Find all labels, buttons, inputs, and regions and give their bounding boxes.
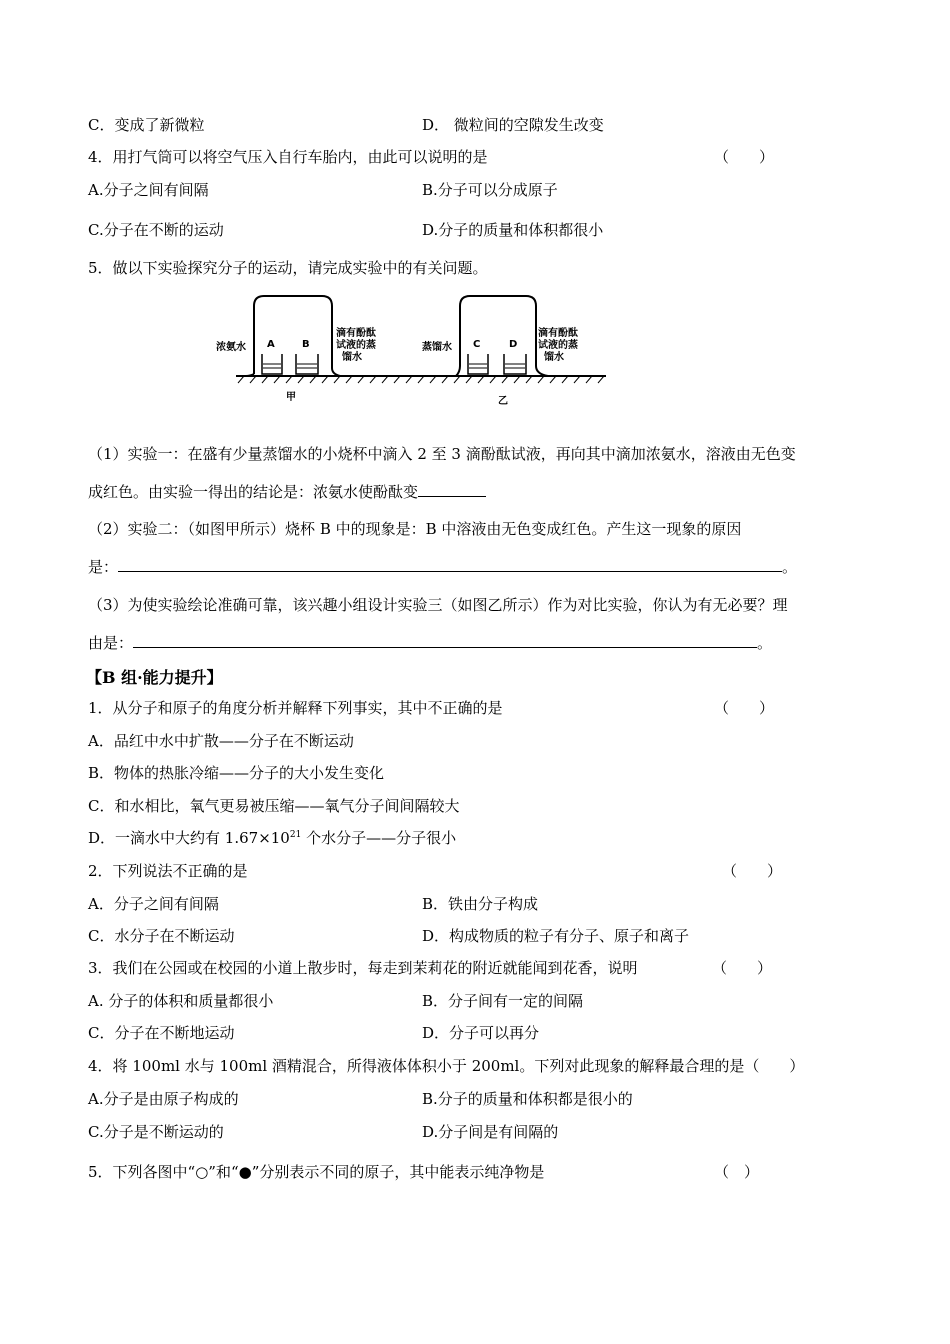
a-q4-answer-paren: （ ）: [714, 148, 775, 166]
label-distilled-water: 蒸馏水: [422, 342, 452, 353]
b-q4-stem: 4．将 100ml 水与 100ml 酒精混合，所得液体体积小于 200ml。下列对此现象的解释最合理的是（ ）: [88, 1057, 805, 1075]
a-q5-sub3-answer-blank[interactable]: [133, 633, 757, 648]
b-q1-option-b: B．物体的热胀冷缩——分子的大小发生变化: [88, 764, 385, 782]
caption-yi: 乙: [498, 396, 508, 407]
label-phenol-yi-3: 馏水: [544, 352, 564, 363]
label-conc-ammonia: 浓氨水: [216, 342, 246, 353]
label-phenol-jia-2: 试液的蒸: [336, 340, 376, 351]
a-q5-sub1-line2: [88, 482, 486, 502]
b-q3-option-d: D．分子可以再分: [422, 1024, 540, 1042]
label-beaker-c: C: [473, 339, 481, 350]
b-q3-option-c: C．分子在不断地运动: [88, 1024, 235, 1042]
a-q5-sub1-line2-text: 成红色。由实验一得出的结论是：浓氨水使酚酞变: [88, 483, 419, 501]
b-q1-option-d-suffix: 个水分子——分子很小: [301, 829, 457, 847]
caption-jia: 甲: [286, 392, 296, 403]
b-q1-option-a: A．品红中水中扩散——分子在不断运动: [88, 732, 354, 750]
q3-option-c: C．变成了新微粒: [88, 116, 205, 134]
b-q3-option-b: B．分子间有一定的间隔: [422, 992, 584, 1010]
a-q5-sub2-line2-text: 是：: [88, 558, 119, 576]
b-q2-option-a: A．分子之间有间隔: [88, 895, 219, 913]
label-phenol-yi-1: 滴有酚酞: [538, 328, 578, 339]
a-q5-sub2-line2: [88, 557, 797, 577]
a-q5-sub3-line1: （3）为使实验绘论准确可靠，该兴趣小组设计实验三（如图乙所示）作为对比实验，你认为有无必要？理: [88, 596, 788, 614]
b-q3-stem: 3．我们在公园或在校园的小道上散步时，每走到茉莉花的附近就能闻到花香，说明: [88, 959, 638, 977]
b-q1-option-d: [88, 828, 456, 848]
label-beaker-d: D: [509, 339, 518, 350]
b-q4-option-b: B.分子的质量和体积都是很小的: [422, 1090, 633, 1108]
q3-option-d: D． 微粒间的空隙发生改变: [422, 116, 604, 134]
a-q5-sub3-period: 。: [757, 634, 773, 652]
experiment-figure: [216, 292, 606, 407]
b-q4-option-d: D.分子间是有间隔的: [422, 1123, 559, 1141]
b-q4-option-c: C.分子是不断运动的: [88, 1123, 224, 1141]
b-q1-option-d-prefix: D．一滴水中大约有 1.67×10: [88, 829, 290, 847]
a-q4-option-c: C.分子在不断的运动: [88, 221, 224, 239]
a-q5-sub1-answer-blank[interactable]: [418, 482, 486, 497]
a-q4-stem: 4．用打气筒可以将空气压入自行车胎内，由此可以说明的是: [88, 148, 488, 166]
a-q4-option-d: D.分子的质量和体积都很小: [422, 221, 604, 239]
b-q2-stem: 2．下列说法不正确的是: [88, 862, 248, 880]
b-q2-option-c: C．水分子在不断运动: [88, 927, 235, 945]
b-q2-option-d: D．构成物质的粒子有分子、原子和离子: [422, 927, 690, 945]
b-q3-option-a: A. 分子的体积和质量都很小: [88, 992, 274, 1010]
label-beaker-b: B: [302, 339, 310, 350]
b-q5-stem: 5．下列各图中“○”和“●”分别表示不同的原子，其中能表示纯净物是: [88, 1163, 545, 1181]
a-q5-sub1-line1: （1）实验一：在盛有少量蒸馏水的小烧杯中滴入 2 至 3 滴酚酞试液，再向其中滴加浓氨水，溶液由无色变: [88, 445, 796, 463]
b-q2-option-b: B．铁由分子构成: [422, 895, 539, 913]
part-b-header: 【B 组·能力提升】: [86, 668, 223, 687]
b-q1-answer-paren: （ ）: [714, 699, 775, 717]
a-q5-sub2-period: 。: [782, 558, 798, 576]
label-beaker-a: A: [267, 339, 275, 350]
label-phenol-yi-2: 试液的蒸: [538, 340, 578, 351]
a-q5-sub3-line2: [88, 633, 772, 653]
ground-hatching: [238, 376, 604, 383]
b-q1-stem: 1．从分子和原子的角度分析并解释下列事实，其中不正确的是: [88, 699, 503, 717]
label-phenol-jia-1: 滴有酚酞: [336, 328, 376, 339]
a-q5-sub2-answer-blank[interactable]: [118, 557, 782, 572]
a-q4-option-a: A.分子之间有间隔: [88, 181, 209, 199]
b-q5-answer-paren: （ ）: [714, 1163, 760, 1181]
b-q4-option-a: A.分子是由原子构成的: [88, 1090, 239, 1108]
b-q3-answer-paren: （ ）: [712, 959, 773, 977]
b-q1-option-c: C．和水相比，氧气更易被压缩——氧气分子间间隔较大: [88, 797, 460, 815]
b-q2-answer-paren: （ ）: [722, 862, 783, 880]
a-q5-stem: 5．做以下实验探究分子的运动，请完成实验中的有关问题。: [88, 259, 488, 277]
a-q5-sub2-line1: （2）实验二：（如图甲所示）烧杯 B 中的现象是：B 中溶液由无色变成红色。产生这一现象的原因: [88, 520, 742, 538]
a-q4-option-b: B.分子可以分成原子: [422, 181, 558, 199]
b-q1-option-d-exponent: 21: [289, 830, 302, 840]
label-phenol-jia-3: 馏水: [342, 352, 362, 363]
a-q5-sub3-line2-text: 由是：: [88, 634, 134, 652]
